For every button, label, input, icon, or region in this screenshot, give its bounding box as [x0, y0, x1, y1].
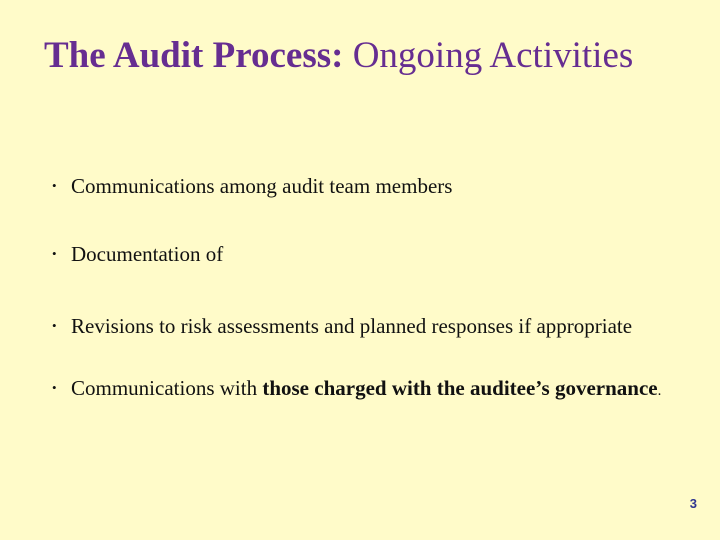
- bullet-text: Documentation of: [71, 242, 224, 266]
- slide-title: [44, 33, 684, 79]
- bullet-item: [52, 173, 672, 199]
- bullet-marker: •: [52, 380, 57, 395]
- bullet-item: [52, 375, 672, 404]
- bullet-text-suffix: .: [657, 383, 662, 399]
- bullet-marker: •: [52, 246, 57, 261]
- slide-title-bold: The Audit Process:: [44, 35, 344, 76]
- bullet-text: Revisions to risk assessments and planned responses if appropriate: [71, 314, 633, 338]
- slide-title-rest: Ongoing Activities: [343, 35, 634, 76]
- bullet-text: Communications among audit team members: [71, 174, 453, 198]
- bullet-item: [52, 241, 672, 267]
- bullet-text: [71, 375, 672, 404]
- page-number: 3: [689, 496, 697, 511]
- bullet-text-bold: those charged with the auditee’s governance: [262, 376, 658, 400]
- bullet-item: [52, 313, 672, 339]
- bullet-marker: •: [52, 318, 57, 333]
- bullet-marker: •: [52, 178, 57, 193]
- bullet-text-prefix: Communications with: [71, 376, 263, 400]
